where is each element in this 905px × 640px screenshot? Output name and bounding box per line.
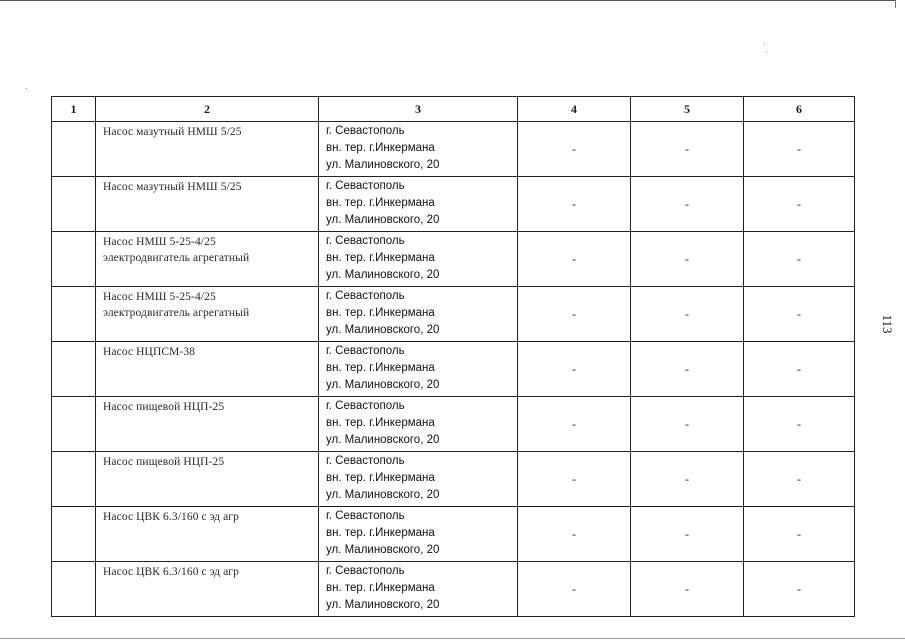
value-cell-6: -: [744, 177, 855, 232]
table-row: [52, 177, 855, 232]
value-cell-4: -: [518, 287, 631, 342]
address-line: вн. тер. г.Инкермана: [326, 307, 435, 319]
value-cell-6: -: [744, 507, 855, 562]
value-cell-5: -: [631, 287, 744, 342]
address-line: вн. тер. г.Инкермана: [326, 142, 435, 154]
table-row: [52, 452, 855, 507]
value-cell-6: -: [744, 342, 855, 397]
value-cell-5: -: [631, 122, 744, 177]
address-line: вн. тер. г.Инкермана: [326, 252, 435, 264]
address-cell: [319, 232, 518, 287]
address-line: вн. тер. г.Инкермана: [326, 527, 435, 539]
equipment-table: [51, 96, 855, 617]
address-line: г. Севастополь: [326, 455, 405, 467]
equipment-name-cell: Насос ЦВК 6.3/160 с эд агр: [96, 507, 319, 562]
table-row: [52, 232, 855, 287]
table-row: [52, 507, 855, 562]
header-cell-4: 4: [518, 97, 631, 122]
header-cell-2: 2: [96, 97, 319, 122]
table-row: [52, 342, 855, 397]
row-number-cell: [52, 397, 96, 452]
equipment-name-cell: Насос НЦПСМ-38: [96, 342, 319, 397]
scan-speck: [766, 51, 767, 52]
scan-speck: [764, 44, 765, 45]
address-line: г. Севастополь: [326, 235, 405, 247]
header-row: [52, 97, 855, 122]
address-cell: [319, 562, 518, 617]
header-cell-5: 5: [631, 97, 744, 122]
table-row: [52, 122, 855, 177]
value-cell-4: -: [518, 232, 631, 287]
address-line: вн. тер. г.Инкермана: [326, 582, 435, 594]
address-line: г. Севастополь: [326, 290, 405, 302]
row-number-cell: [52, 287, 96, 342]
value-cell-6: -: [744, 232, 855, 287]
equipment-name-cell: Насос мазутный НМШ 5/25: [96, 177, 319, 232]
equipment-name-cell: Насос пищевой НЦП-25: [96, 452, 319, 507]
equipment-name-cell: Насос пищевой НЦП-25: [96, 397, 319, 452]
address-line: вн. тер. г.Инкермана: [326, 472, 435, 484]
value-cell-6: -: [744, 287, 855, 342]
scan-speck: [26, 88, 27, 89]
scan-edge-right: [895, 0, 896, 8]
value-cell-4: -: [518, 562, 631, 617]
row-number-cell: [52, 177, 96, 232]
address-line: ул. Малиновского, 20: [326, 599, 440, 611]
equipment-name-cell: Насос ЦВК 6.3/160 с эд агр: [96, 562, 319, 617]
row-number-cell: [52, 232, 96, 287]
scan-edge-top: [0, 0, 895, 1]
value-cell-5: -: [631, 562, 744, 617]
value-cell-5: -: [631, 342, 744, 397]
value-cell-4: -: [518, 397, 631, 452]
value-cell-6: -: [744, 562, 855, 617]
value-cell-6: -: [744, 122, 855, 177]
address-cell: [319, 452, 518, 507]
address-line: ул. Малиновского, 20: [326, 489, 440, 501]
address-line: г. Севастополь: [326, 400, 405, 412]
value-cell-5: -: [631, 397, 744, 452]
value-cell-4: -: [518, 507, 631, 562]
row-number-cell: [52, 122, 96, 177]
address-line: г. Севастополь: [326, 125, 405, 137]
equipment-name-cell: Насос НМШ 5-25-4/25 электродвигатель агрегатный: [96, 287, 319, 342]
row-number-cell: [52, 342, 96, 397]
address-line: ул. Малиновского, 20: [326, 379, 440, 391]
address-line: ул. Малиновского, 20: [326, 269, 440, 281]
table-row: [52, 287, 855, 342]
address-line: вн. тер. г.Инкермана: [326, 417, 435, 429]
address-line: г. Севастополь: [326, 510, 405, 522]
address-line: г. Севастополь: [326, 180, 405, 192]
value-cell-4: -: [518, 342, 631, 397]
row-number-cell: [52, 452, 96, 507]
value-cell-4: -: [518, 177, 631, 232]
address-line: ул. Малиновского, 20: [326, 214, 440, 226]
header-cell-1: 1: [52, 97, 96, 122]
equipment-name-cell: Насос мазутный НМШ 5/25: [96, 122, 319, 177]
value-cell-6: -: [744, 397, 855, 452]
value-cell-5: -: [631, 452, 744, 507]
address-line: ул. Малиновского, 20: [326, 544, 440, 556]
table-body: [52, 122, 855, 617]
value-cell-5: -: [631, 177, 744, 232]
address-cell: [319, 287, 518, 342]
row-number-cell: [52, 562, 96, 617]
equipment-name-cell: Насос НМШ 5-25-4/25 электродвигатель агрегатный: [96, 232, 319, 287]
scan-edge-bottom: [0, 638, 905, 639]
address-line: вн. тер. г.Инкермана: [326, 362, 435, 374]
address-cell: [319, 122, 518, 177]
value-cell-6: -: [744, 452, 855, 507]
table-row: [52, 397, 855, 452]
value-cell-5: -: [631, 507, 744, 562]
address-line: вн. тер. г.Инкермана: [326, 197, 435, 209]
value-cell-4: -: [518, 122, 631, 177]
page-number: 113: [880, 314, 895, 334]
header-cell-6: 6: [744, 97, 855, 122]
address-line: г. Севастополь: [326, 565, 405, 577]
address-cell: [319, 342, 518, 397]
address-cell: [319, 397, 518, 452]
address-line: ул. Малиновского, 20: [326, 434, 440, 446]
address-line: ул. Малиновского, 20: [326, 324, 440, 336]
address-line: г. Севастополь: [326, 345, 405, 357]
address-cell: [319, 177, 518, 232]
header-cell-3: 3: [319, 97, 518, 122]
address-cell: [319, 507, 518, 562]
value-cell-4: -: [518, 452, 631, 507]
value-cell-5: -: [631, 232, 744, 287]
address-line: ул. Малиновского, 20: [326, 159, 440, 171]
row-number-cell: [52, 507, 96, 562]
table-row: [52, 562, 855, 617]
